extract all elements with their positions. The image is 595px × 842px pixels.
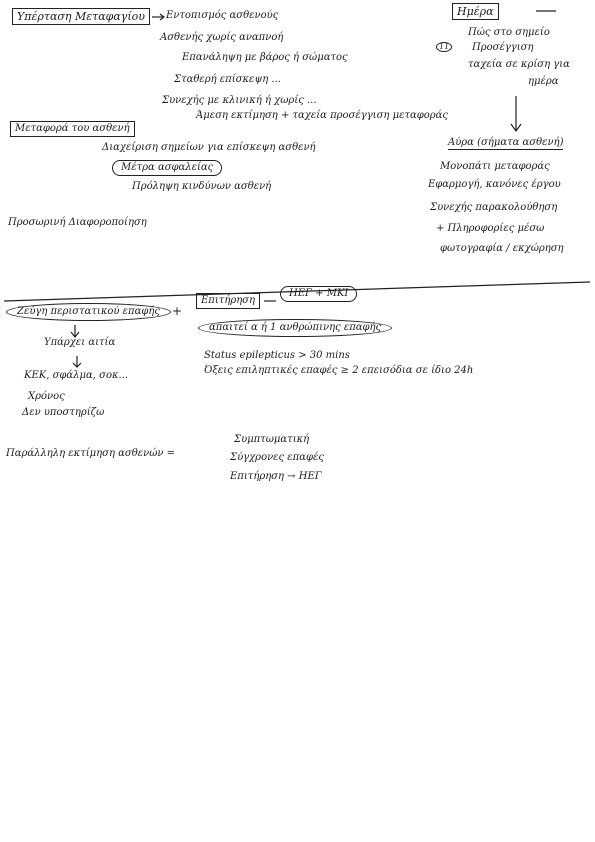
circled-number: 11 — [436, 42, 452, 52]
title-top-left: Υπέρταση Μεταφαγίου — [12, 8, 150, 25]
mid-left-item-3: Πρόληψη κινδύνων ασθενή — [132, 181, 272, 192]
top-right-line-3: ταχεία σε κρίση για — [468, 59, 570, 70]
top-left-item-1: Εντοπισμός ασθενούς — [166, 10, 279, 21]
top-left-item-6: Άμεση εκτίμηση + ταχεία προσέγγιση μεταφοράς — [196, 110, 449, 121]
mid-left-bottom: Προσωρινή Διαφοροποίηση — [8, 217, 147, 228]
lower-third-line: Όξεις επιληπτικές επαφές ≥ 2 επεισόδια σε ίδιο 24h — [204, 365, 474, 376]
lower-bottom-item-1: Συμπτωματική — [234, 434, 310, 445]
mid-right-item-1: Μονοπάτι μεταφοράς — [440, 161, 550, 172]
top-left-item-3: Επανάληψη με βάρος ή σώματος — [182, 52, 348, 63]
top-left-item-4: Σταθερή επίσκεψη ... — [174, 74, 281, 85]
lower-status-line: Status epilepticus > 30 mins — [204, 350, 350, 361]
title-lower-mid: Επιτήρηση — [196, 293, 260, 309]
title-mid-left: Μεταφορά του ασθενή — [10, 121, 135, 137]
mid-right-item-5: φωτογραφία / εκχώρηση — [440, 243, 564, 254]
lower-left-item-2: ΚΕΚ, σφάλμα, σοκ... — [24, 370, 129, 381]
plus-sign: + — [172, 304, 183, 318]
title-lower-left: Ζεύγη περιστατικού επαφής — [6, 303, 171, 321]
top-right-line-1: Πώς στο σημείο — [468, 27, 550, 38]
lower-bottom-item-3: Επιτήρηση → ΗΕΓ — [230, 471, 322, 482]
lower-left-item-3: Χρόνος — [28, 391, 65, 402]
title-top-right: Ημέρα — [452, 3, 499, 20]
title-mid-right: Αύρα (σήματα ασθενή) — [448, 137, 564, 148]
top-left-item-5: Συνεχής με κλινική ή χωρίς ... — [162, 95, 317, 106]
mid-left-item-2: Μέτρα ασφαλείας — [112, 160, 222, 176]
top-left-item-2: Ασθενής χωρίς αναπνοή — [160, 32, 284, 43]
lower-oval-note: απαιτεί α ή 1 ανθρώπινης επαφής — [198, 319, 392, 337]
mid-right-item-2: Εφαρμογή, κανόνες έργου — [428, 179, 561, 190]
top-right-line-2: Προσέγγιση — [472, 42, 534, 53]
title-lower-right: ΗΕΓ + ΜΚΙ — [280, 286, 357, 302]
lower-left-item-4: Δεν υποστηρίζω — [22, 407, 105, 418]
lower-bottom-label: Παράλληλη εκτίμηση ασθενών = — [6, 448, 175, 459]
top-right-line-4: ημέρα — [528, 76, 559, 87]
mid-right-item-4: + Πληροφορίες μέσω — [436, 223, 545, 234]
lower-bottom-item-2: Σύγχρονες επαφές — [230, 452, 324, 463]
mid-right-item-3: Συνεχής παρακολούθηση — [430, 202, 558, 213]
lower-left-item-1: Υπάρχει αιτία — [44, 337, 116, 348]
mid-left-item-1: Διαχείριση σημείων για επίσκεψη ασθενή — [102, 142, 316, 153]
